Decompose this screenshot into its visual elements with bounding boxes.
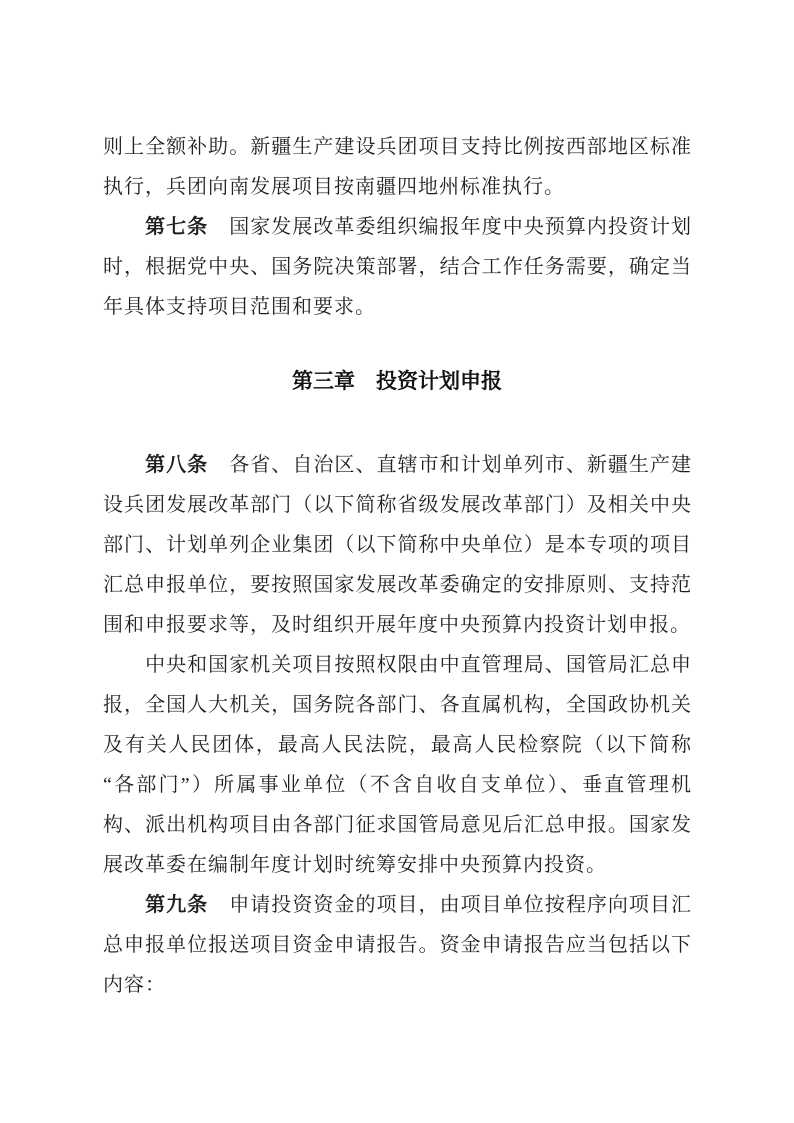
line-text: 执行，兵团向南发展项目按南疆四地州标准执行。 xyxy=(103,176,565,198)
text-line xyxy=(103,127,691,167)
text-line xyxy=(103,685,691,725)
text-line xyxy=(103,167,691,207)
line-text: 中央和国家机关项目按照权限由中直管理局、国管局汇总申 xyxy=(103,654,691,676)
line-text: 汇总申报单位，要按照国家发展改革委确定的安排原则、支持范 xyxy=(103,574,691,596)
text-line xyxy=(103,605,691,645)
line-text: 则上全额补助。新疆生产建设兵团项目支持比例按西部地区标准 xyxy=(103,136,691,158)
text-line xyxy=(103,565,691,605)
article-label: 第九条 xyxy=(103,894,209,916)
text-line xyxy=(103,965,691,1005)
line-text: “各部门”）所属事业单位（不含自收自支单位）、垂直管理机 xyxy=(103,774,691,796)
text-line xyxy=(103,287,691,327)
line-text: 申请投资资金的项目，由项目单位按程序向项目汇 xyxy=(208,894,692,916)
text-line xyxy=(103,525,691,565)
text-line xyxy=(103,925,691,965)
article-label: 第八条 xyxy=(103,454,209,476)
text-line xyxy=(103,247,691,287)
line-text: 展改革委在编制年度计划时统筹安排中央预算内投资。 xyxy=(103,854,607,876)
line-text: 构、派出机构项目由各部门征求国管局意见后汇总申报。国家发 xyxy=(103,814,691,836)
line-text: 部门、计划单列企业集团（以下简称中央单位）是本专项的项目 xyxy=(103,534,691,556)
text-line-article-8 xyxy=(103,445,691,485)
text-line xyxy=(103,805,691,845)
text-line xyxy=(103,645,691,685)
line-text: 年具体支持项目范围和要求。 xyxy=(103,296,376,318)
line-text: 内容： xyxy=(103,974,166,996)
text-line xyxy=(103,725,691,765)
chapter-heading: 第三章 投资计划申报 xyxy=(292,370,502,393)
text-line-article-7 xyxy=(103,207,691,247)
line-text: 围和申报要求等，及时组织开展年度中央预算内投资计划申报。 xyxy=(103,614,691,636)
line-text: 总申报单位报送项目资金申请报告。资金申请报告应当包括以下 xyxy=(103,934,691,956)
text-line xyxy=(103,765,691,805)
document-body xyxy=(103,127,691,1005)
line-text: 及有关人民团体，最高人民法院，最高人民检察院（以下简称 xyxy=(103,734,691,756)
text-line xyxy=(103,845,691,885)
line-text: 报，全国人大机关，国务院各部门、各直属机构，全国政协机关 xyxy=(103,694,691,716)
line-text: 设兵团发展改革部门（以下简称省级发展改革部门）及相关中央 xyxy=(103,494,691,516)
line-text: 各省、自治区、直辖市和计划单列市、新疆生产建 xyxy=(208,454,692,476)
text-line xyxy=(103,485,691,525)
text-line-article-9 xyxy=(103,885,691,925)
line-text: 时，根据党中央、国务院决策部署，结合工作任务需要，确定当 xyxy=(103,256,691,278)
line-text: 国家发展改革委组织编报年度中央预算内投资计划 xyxy=(208,216,692,238)
article-label: 第七条 xyxy=(103,216,209,238)
